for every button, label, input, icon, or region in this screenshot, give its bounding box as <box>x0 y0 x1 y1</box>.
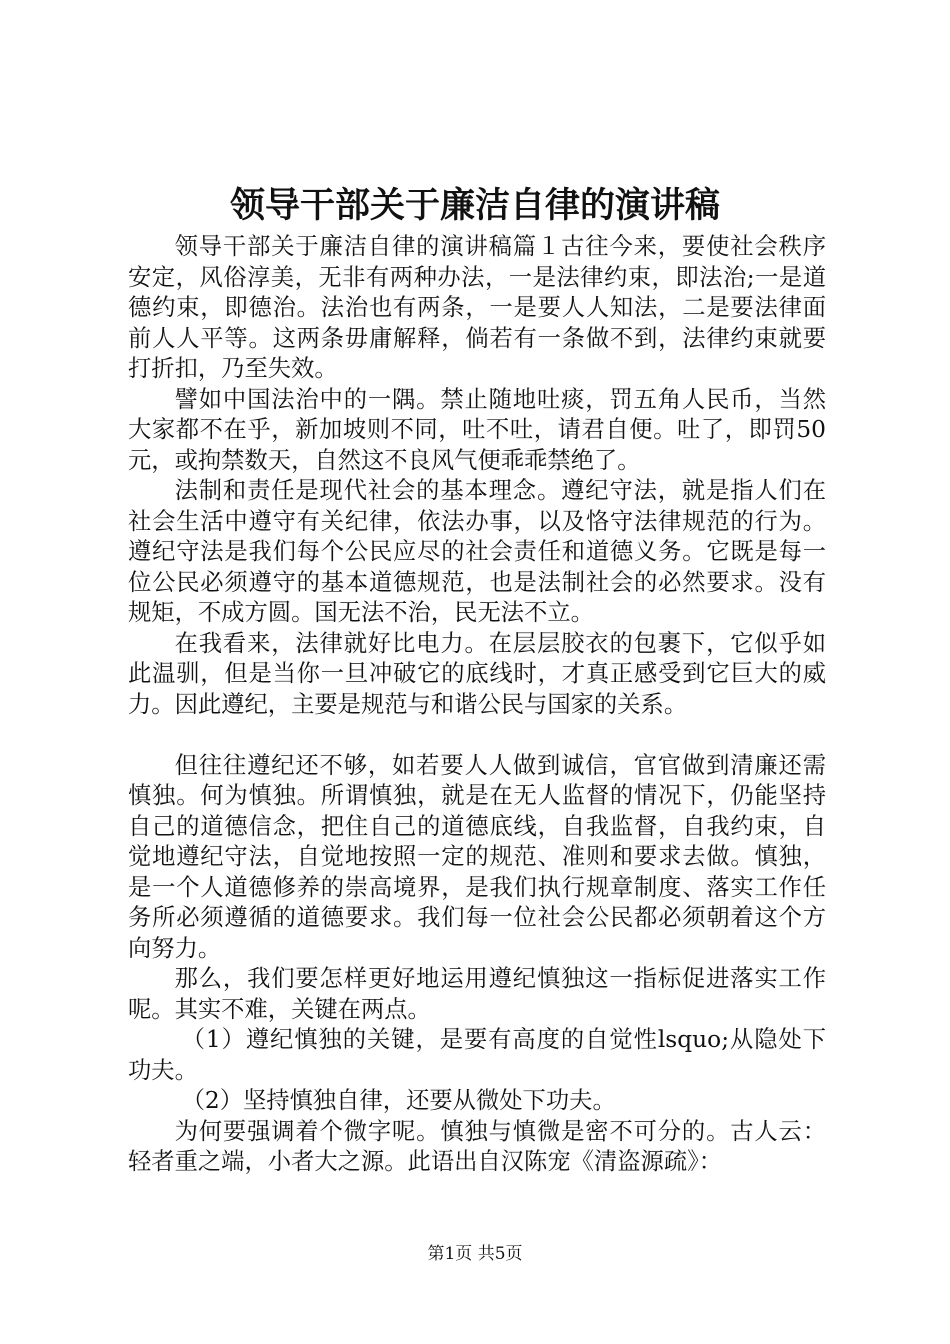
document-body <box>128 232 826 1178</box>
paragraph: 法制和责任是现代社会的基本理念。遵纪守法，就是指人们在社会生活中遵守有关纪律，依法办事，以及恪守法律规范的行为。遵纪守法是我们每个公民应尽的社会责任和道德义务。它既是每一位公民必须遵守的基本道德规范，也是法制社会的必然要求。没有规矩，不成方圆。国无法不治，民无法不立。 <box>128 477 826 626</box>
paragraph: 譬如中国法治中的一隅。禁止随地吐痰，罚五角人民币，当然大家都不在乎，新加坡则不同，吐不吐，请君自便。吐了，即罚50元，或拘禁数天，自然这不良风气便乖乖禁绝了。 <box>128 385 826 474</box>
page-number: 第1页 共5页 <box>427 1244 523 1264</box>
list-item: （1）遵纪慎独的关键，是要有高度的自觉性lsquo;从隐处下功夫。 <box>128 1026 826 1084</box>
list-item: （2）坚持慎独自律，还要从微处下功夫。 <box>181 1087 616 1114</box>
paragraph: 在我看来，法律就好比电力。在层层胶衣的包裹下，它似乎如此温驯，但是当你一旦冲破它的底线时，才真正感受到它巨大的威力。因此遵纪，主要是规范与和谐公民与国家的关系。 <box>128 629 826 718</box>
paragraph: 为何要强调着个微字呢。慎独与慎微是密不可分的。古人云：轻者重之端，小者大之源。此语出自汉陈宠《清盗源疏》： <box>128 1117 826 1175</box>
document-title: 领导干部关于廉洁自律的演讲稿 <box>229 185 720 226</box>
paragraph: 那么，我们要怎样更好地运用遵纪慎独这一指标促进落实工作呢。其实不难，关键在两点。 <box>128 965 826 1023</box>
paragraph: 但往往遵纪还不够，如若要人人做到诚信，官官做到清廉还需慎独。何为慎独。所谓慎独，就是在无人监督的情况下，仍能坚持自己的道德信念，把住自己的道德底线，自我监督，自我约束，自觉地遵纪守法，自觉地按照一定的规范、准则和要求去做。慎独，是一个人道德修养的崇高境界，是我们执行规章制度、落实工作任务所必须遵循的道德要求。我们每一位社会公民都必须朝着这个方向努力。 <box>128 751 826 962</box>
paragraph: 领导干部关于廉洁自律的演讲稿篇１古往今来，要使社会秩序安定，风俗淳美，无非有两种办法，一是法律约束，即法治;一是道德约束，即德治。法治也有两条，一是要人人知法，二是要法律面前人人平等。这两条毋庸解释，倘若有一条做不到，法律约束就要打折扣，乃至失效。 <box>128 233 826 382</box>
